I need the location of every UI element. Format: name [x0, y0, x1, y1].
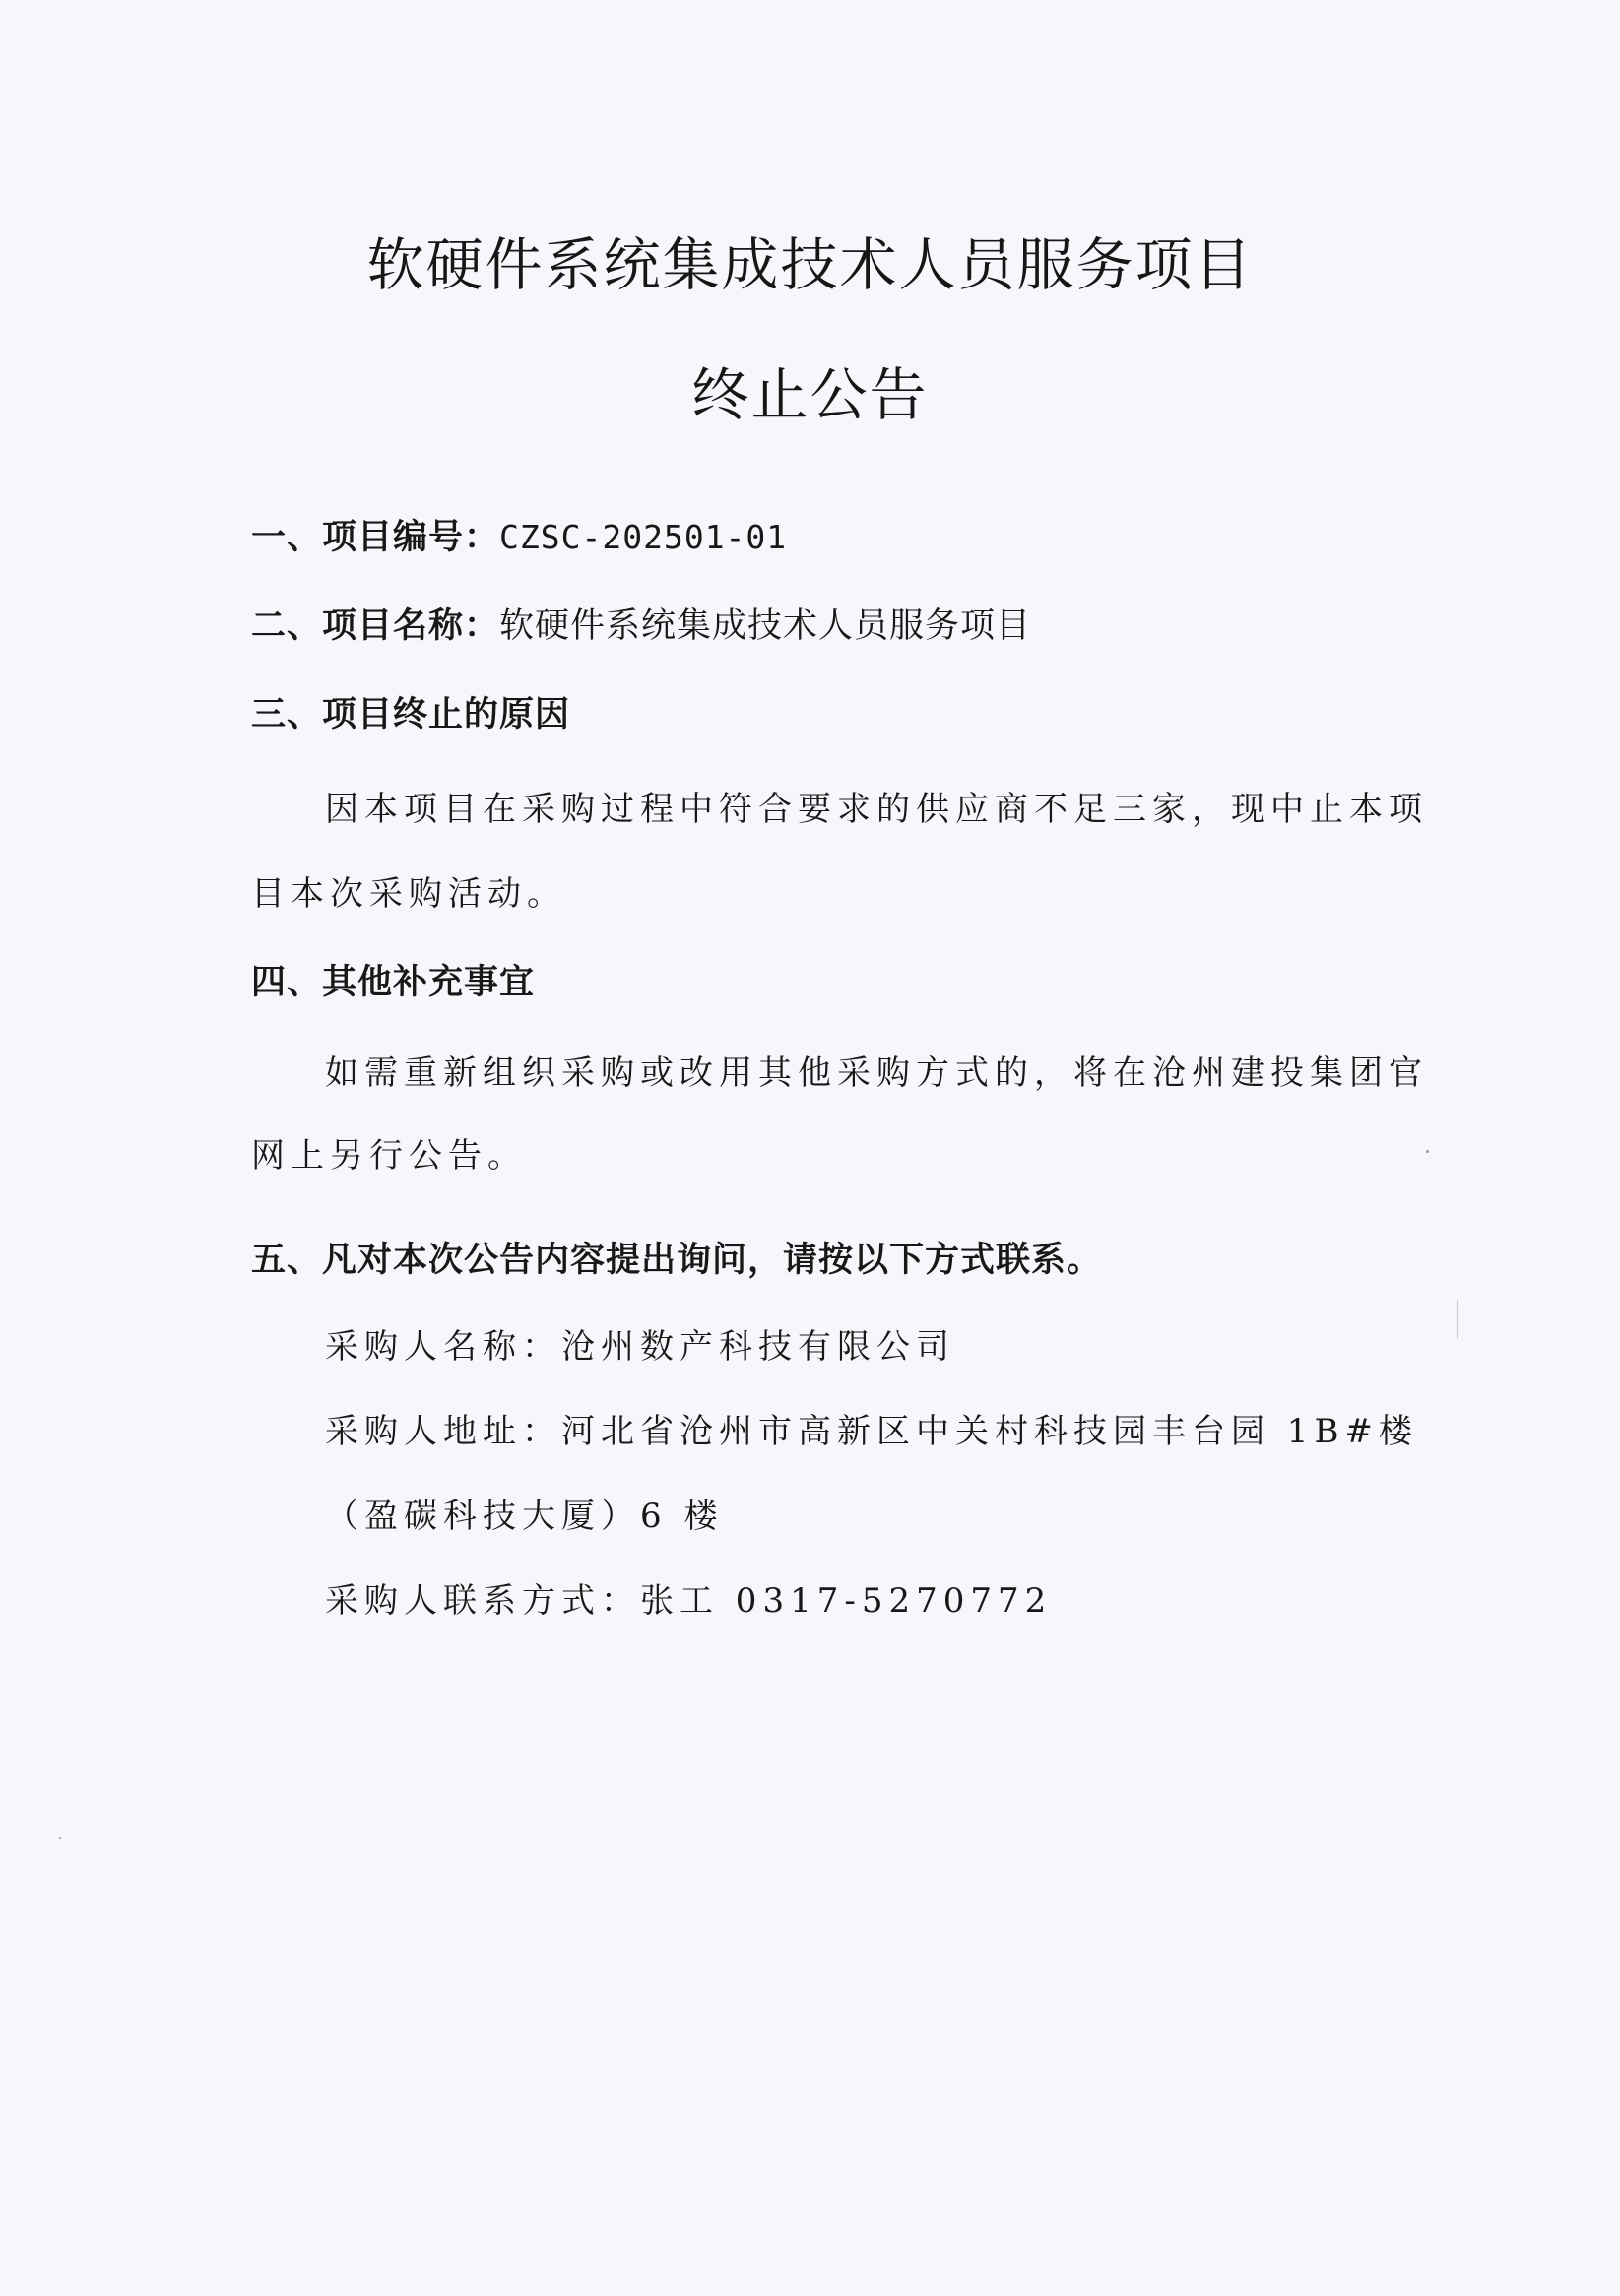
project-number-value: CZSC-202501-01	[499, 518, 788, 556]
project-name-value: 软硬件系统集成技术人员服务项目	[499, 606, 1032, 646]
scan-mark	[1457, 1300, 1458, 1339]
termination-reason-heading: 三、项目终止的原因	[251, 695, 571, 734]
other-matters-heading: 四、其他补充事宜	[251, 963, 536, 1002]
project-number-row	[251, 510, 787, 559]
other-matters-text-line1: 如需重新组织采购或改用其他采购方式的，将在沧州建投集团官	[325, 1053, 1428, 1093]
other-matters-text-line2: 网上另行公告。	[251, 1136, 527, 1176]
buyer-address-line1: 采购人地址：河北省沧州市高新区中关村科技园丰台园 1B#楼	[325, 1412, 1418, 1451]
document-subtitle: 终止公告	[691, 361, 929, 428]
buyer-address-line2: （盈碳科技大厦）6 楼	[325, 1497, 724, 1536]
termination-reason-text-line1: 因本项目在采购过程中符合要求的供应商不足三家，现中止本项	[325, 790, 1428, 829]
contact-heading: 五、凡对本次公告内容提出询问，请按以下方式联系。	[251, 1241, 1103, 1280]
buyer-name: 采购人名称：沧州数产科技有限公司	[325, 1327, 955, 1367]
termination-reason-text-line2: 目本次采购活动。	[251, 874, 566, 914]
scan-speck	[1426, 1150, 1429, 1153]
scan-speck	[59, 1837, 61, 1839]
project-name-row	[251, 599, 1031, 648]
project-number-label: 一、项目编号：	[251, 518, 500, 557]
project-name-label: 二、项目名称：	[251, 606, 500, 646]
buyer-contact: 采购人联系方式：张工 0317-5270772	[325, 1581, 1053, 1621]
document-title: 软硬件系统集成技术人员服务项目	[366, 231, 1254, 298]
